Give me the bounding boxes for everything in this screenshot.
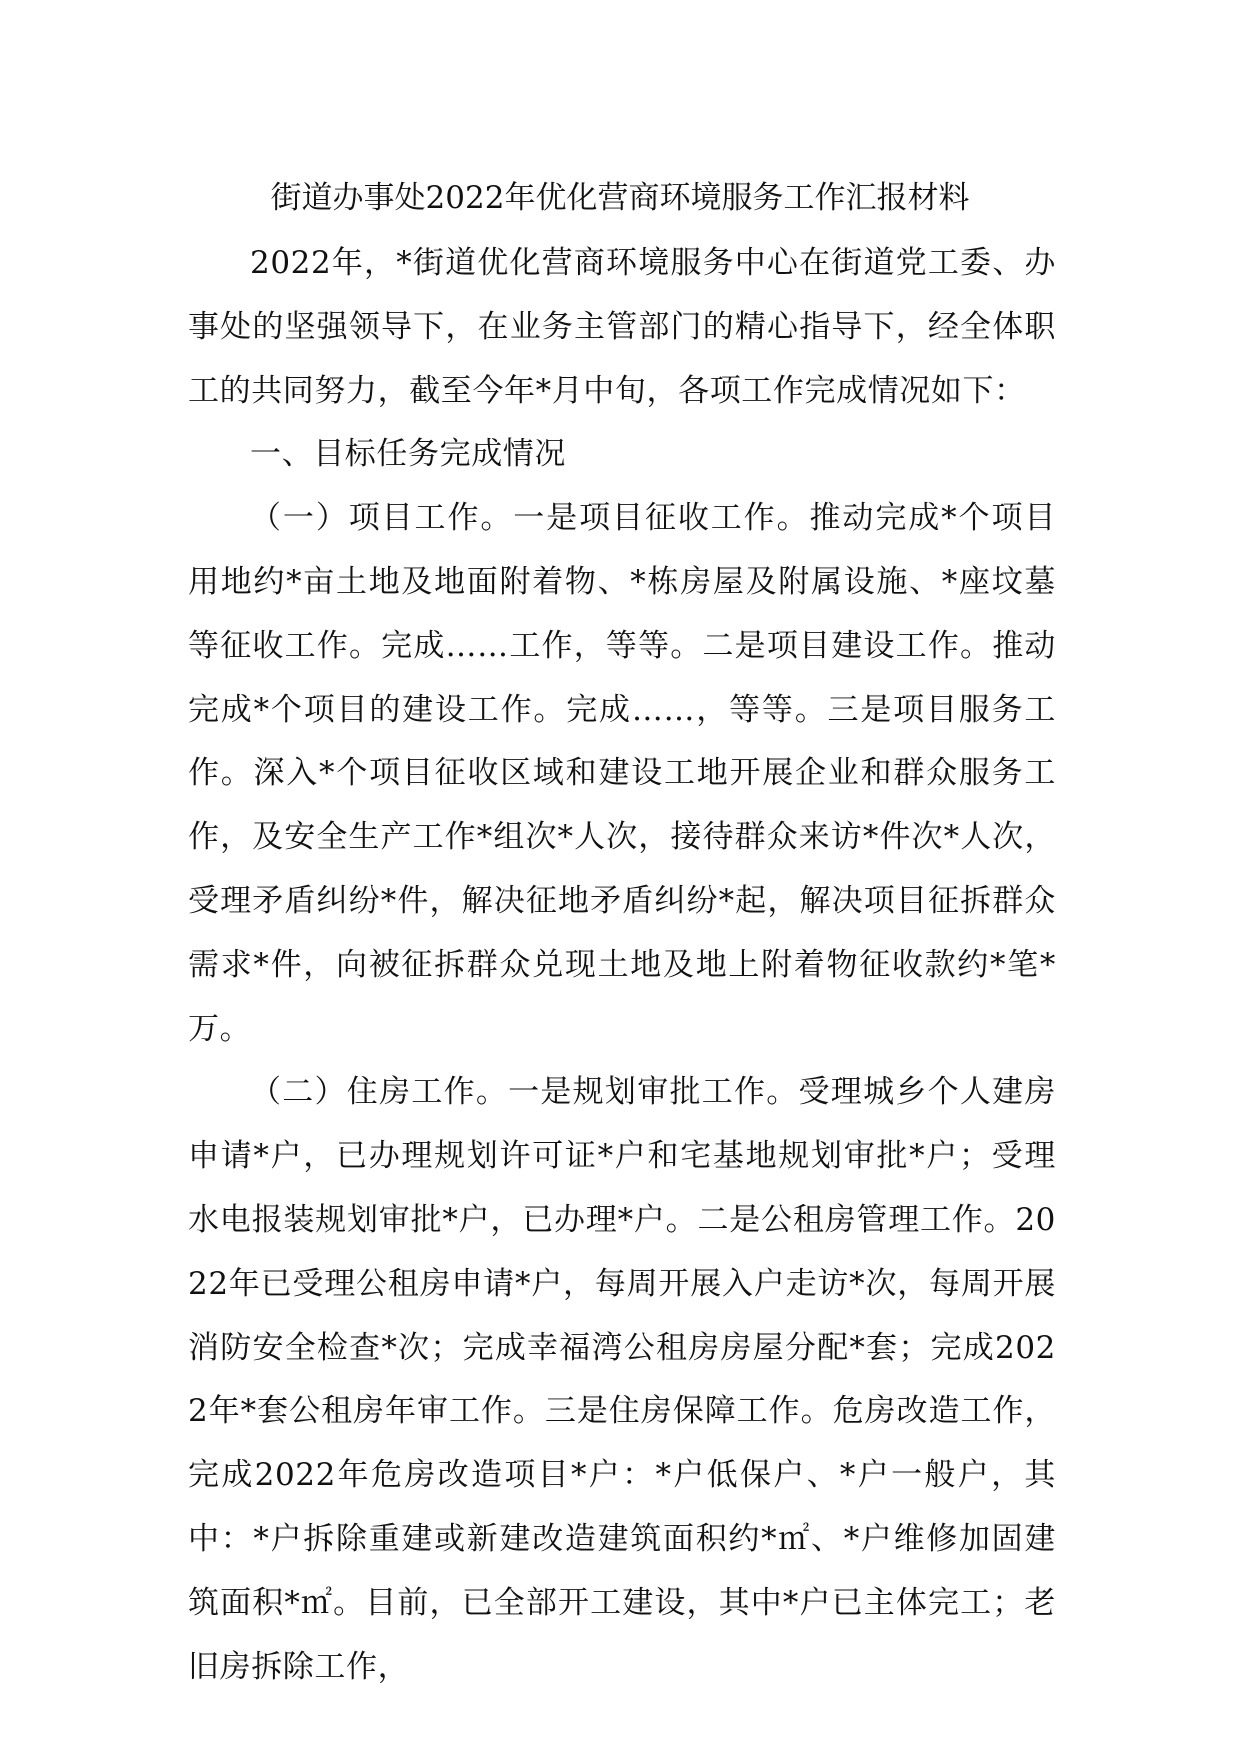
document-title: 街道办事处2022年优化营商环境服务工作汇报材料 [270,180,970,216]
document-body [188,232,1056,1699]
intro-paragraph: 2022年，*街道优化营商环境服务中心在街道党工委、办事处的坚强领导下，在业务主管部门的精心指导下，经全体职工的共同努力，截至今年*月中旬，各项工作完成情况如下： [188,245,1056,409]
housing-work-paragraph: （二）住房工作。一是规划审批工作。受理城乡个人建房申请*户，已办理规划许可证*户和宅基地规划审批*户；受理水电报装规划审批*户，已办理*户。二是公租房管理工作。2022年已受理公租房申请*户，每周开展入户走访*次，每周开展消防安全检查*次；完成幸福湾公租房房屋分配*套；完成2022年*套公租房年审工作。三是住房保障工作。危房改造工作，完成2022年危房改造项目*户：*户低保户、*户一般户，其中：*户拆除重建或新建改造建筑面积约*㎡、*户维修加固建筑面积*㎡。目前，已全部开工建设，其中*户已主体完工；老旧房拆除工作， [188,1074,1056,1685]
section-heading: 一、目标任务完成情况 [250,436,566,473]
project-work-paragraph: （一）项目工作。一是项目征收工作。推动完成*个项目用地约*亩土地及地面附着物、*栋房屋及附属设施、*座坟墓等征收工作。完成……工作，等等。二是项目建设工作。推动完成*个项目的建设工作。完成……，等等。三是项目服务工作。深入*个项目征收区域和建设工地开展企业和群众服务工作，及安全生产工作*组次*人次，接待群众来访*件次*人次，受理矛盾纠纷*件，解决征地矛盾纠纷*起，解决项目征拆群众需求*件，向被征拆群众兑现土地及地上附着物征收款约*笔*万。 [188,500,1056,1047]
